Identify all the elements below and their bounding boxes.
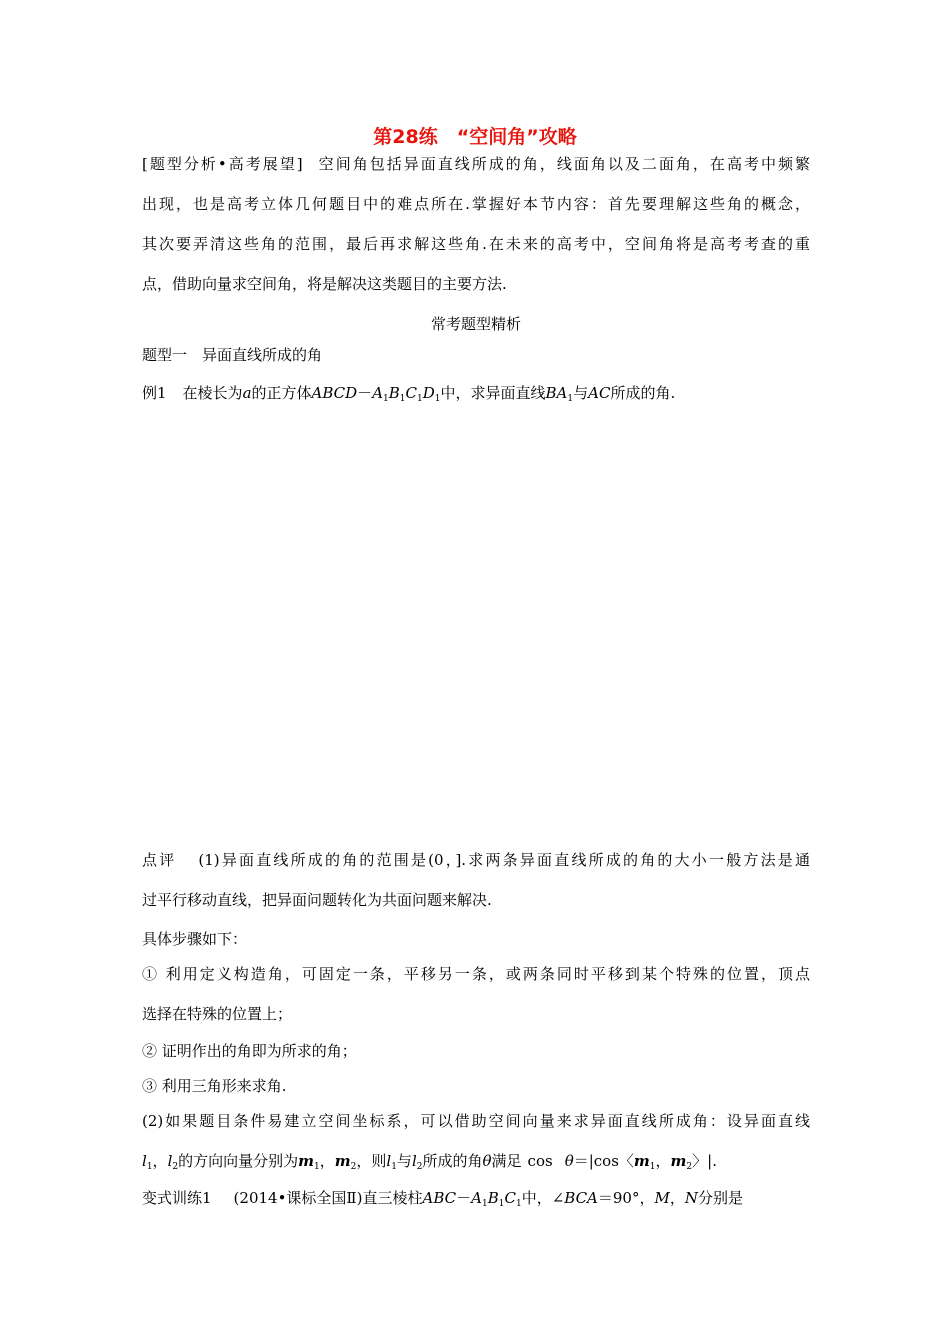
example1-line: 例1 在棱长为a的正方体$ABCD-A_1B_1C_1D_1$中，求异面直线$BA_1$与AC所成的角. — [142, 384, 676, 404]
comment-label: 点评 — [142, 851, 177, 869]
comment-line-2: 过平行移动直线，把异面问题转化为共面问题来解决. — [142, 891, 492, 909]
intro-line-1: [题型分析•高考展望] 空间角包括异面直线所成的角，线面角以及二面角，在高考中频繁 — [142, 155, 810, 173]
step-1b: 选择在特殊的位置上； — [142, 1005, 293, 1023]
part2-line-2: $l_1$，$l_2$的方向向量分别为$m_1$，$m_2$，则$l_1$与$l_2$所成的角θ满足 cos θ＝|cos〈$m_1$，$m_2$〉|. — [142, 1152, 717, 1172]
part2-line-1: (2)如果题目条件易建立空间坐标系，可以借助空间向量来求异面直线所成角：设异面直线 — [142, 1112, 810, 1130]
intro-line-2: 出现，也是高考立体几何题目中的难点所在.掌握好本节内容：首先要理解这些角的概念， — [142, 195, 810, 213]
exercise-line: 变式训练1 (2014•课标全国Ⅱ)直三棱柱$ABC-A_1B_1C_1$中，∠BCA＝90°，M，N分别是 — [142, 1189, 743, 1209]
section-heading: 常考题型精析 — [430, 315, 521, 333]
intro-tag: [题型分析•高考展望] — [142, 155, 303, 173]
example1-label: 例1 — [142, 384, 167, 402]
page-title: 第28练 “空间角”攻略 — [373, 126, 577, 148]
exercise-source: (2014•课标全国Ⅱ) — [233, 1189, 363, 1207]
exercise-label: 变式训练1 — [142, 1189, 212, 1207]
comment-line-3: 具体步骤如下： — [142, 930, 248, 948]
type1-heading: 题型一 异面直线所成的角 — [142, 346, 323, 364]
step-3: ③ 利用三角形来求角. — [142, 1077, 287, 1095]
step-2: ② 证明作出的角即为所求的角； — [142, 1042, 357, 1060]
intro-line-3: 其次要弄清这些角的范围，最后再求解这些角.在未来的高考中，空间角将是高考考查的重 — [142, 235, 810, 253]
step-1a: ① 利用定义构造角，可固定一条，平移另一条，或两条同时平移到某个特殊的位置，顶点 — [142, 965, 810, 983]
intro-line-4: 点，借助向量求空间角，将是解决这类题目的主要方法. — [142, 275, 507, 293]
comment-line-1: 点评 (1)异面直线所成的角的范围是(0，].求两条异面直线所成的角的大小一般方法是通 — [142, 851, 810, 869]
